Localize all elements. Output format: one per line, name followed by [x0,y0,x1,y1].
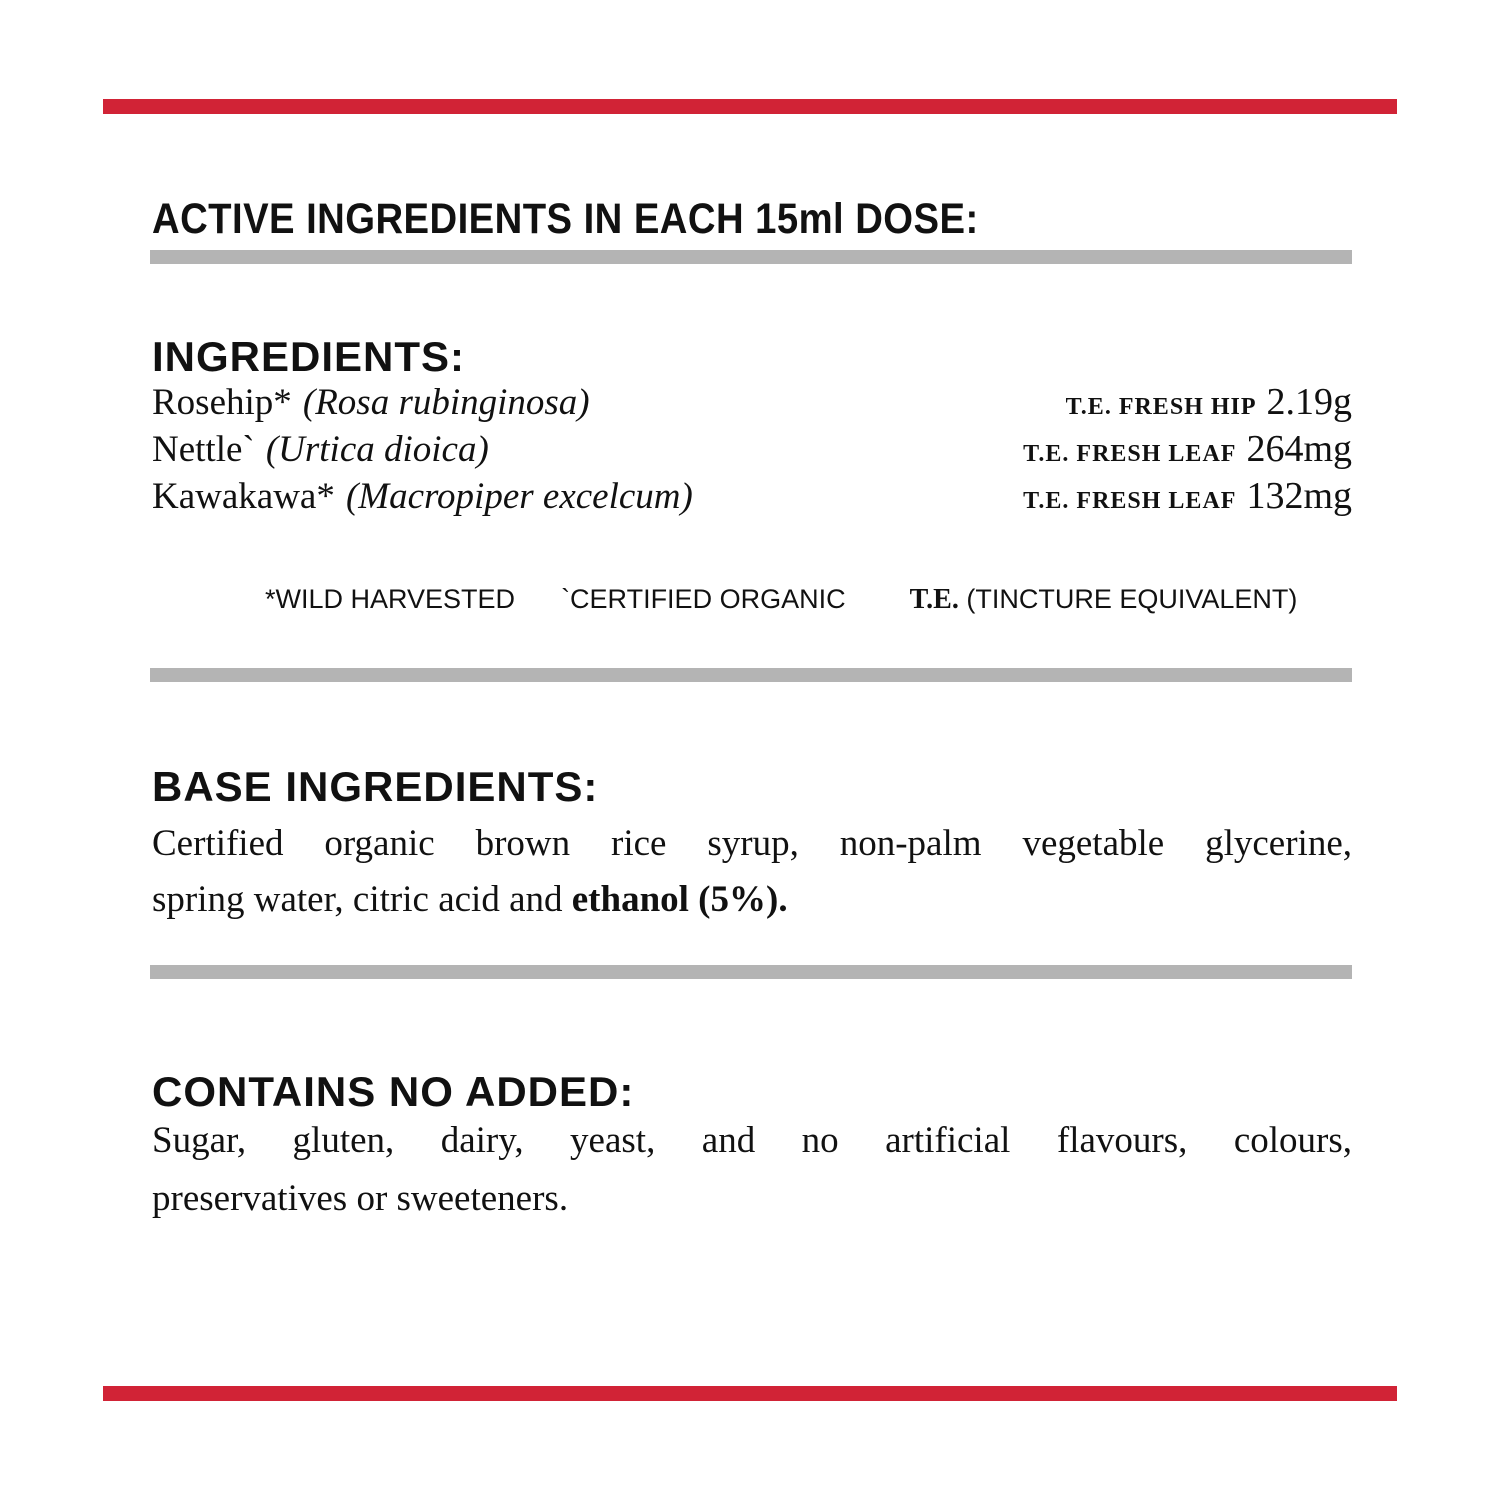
te-expansion: (TINCTURE EQUIVALENT) [958,584,1298,614]
ingredient-common-name: Kawakawa* [152,476,335,517]
gray-divider-1 [150,250,1352,264]
paragraph-line: preservatives or sweeteners. [152,1178,569,1219]
page-title [152,194,1081,243]
measure-amount: 2.19g [1266,381,1352,423]
page-title-text: ACTIVE INGREDIENTS IN EACH 15ml DOSE: [152,194,979,243]
measure-label: T.E. FRESH HIP [1065,394,1257,420]
measure-amount: 132mg [1246,475,1352,517]
ingredient-latin-name: (Macropiper excelcum) [345,476,693,517]
paragraph-line: Certified organic brown rice syrup, non-palm vegetable glycerine, [152,823,1352,864]
ethanol-bold-text: ethanol (5%). [571,879,788,920]
ingredient-name [152,428,489,471]
ingredient-measure [1023,474,1352,518]
measure-label: T.E. FRESH LEAF [1023,441,1237,467]
ingredient-latin-name: (Rosa rubinginosa) [302,382,590,423]
contains-no-added-heading: CONTAINS NO ADDED: [152,1067,635,1115]
ingredients-heading: INGREDIENTS: [152,332,466,380]
ingredient-measure [1066,380,1352,424]
measure-label: T.E. FRESH LEAF [1023,488,1237,514]
base-ingredients-heading: BASE INGREDIENTS: [152,762,599,810]
paragraph-line [152,872,1352,928]
ingredient-name [152,475,693,518]
ingredient-name [152,381,590,424]
ingredient-common-name: Nettle` [152,429,255,470]
footnotes [265,584,1297,615]
contains-no-added-paragraph [152,1112,1352,1228]
te-abbreviation: T.E. [909,584,959,615]
gray-divider-2 [150,668,1352,682]
ingredients-table [152,380,1352,521]
table-row [152,427,1352,474]
measure-amount: 264mg [1246,428,1352,470]
footnote-wild-harvested: *WILD HARVESTED [265,584,516,614]
ingredient-common-name: Rosehip* [152,382,292,423]
ingredient-measure [1023,427,1352,471]
gray-divider-3 [150,965,1352,979]
base-ingredients-paragraph [152,816,1352,928]
footnote-certified-organic: `CERTIFIED ORGANIC [561,584,846,614]
table-row [152,380,1352,427]
footnote-tincture-equivalent [910,584,1298,615]
table-row [152,474,1352,521]
top-red-divider [103,99,1397,114]
ingredient-latin-name: (Urtica dioica) [265,429,489,470]
paragraph-text: spring water, citric acid and [152,879,572,920]
bottom-red-divider [103,1386,1397,1401]
paragraph-line: Sugar, gluten, dairy, yeast, and no artificial flavours, colours, [152,1120,1352,1161]
